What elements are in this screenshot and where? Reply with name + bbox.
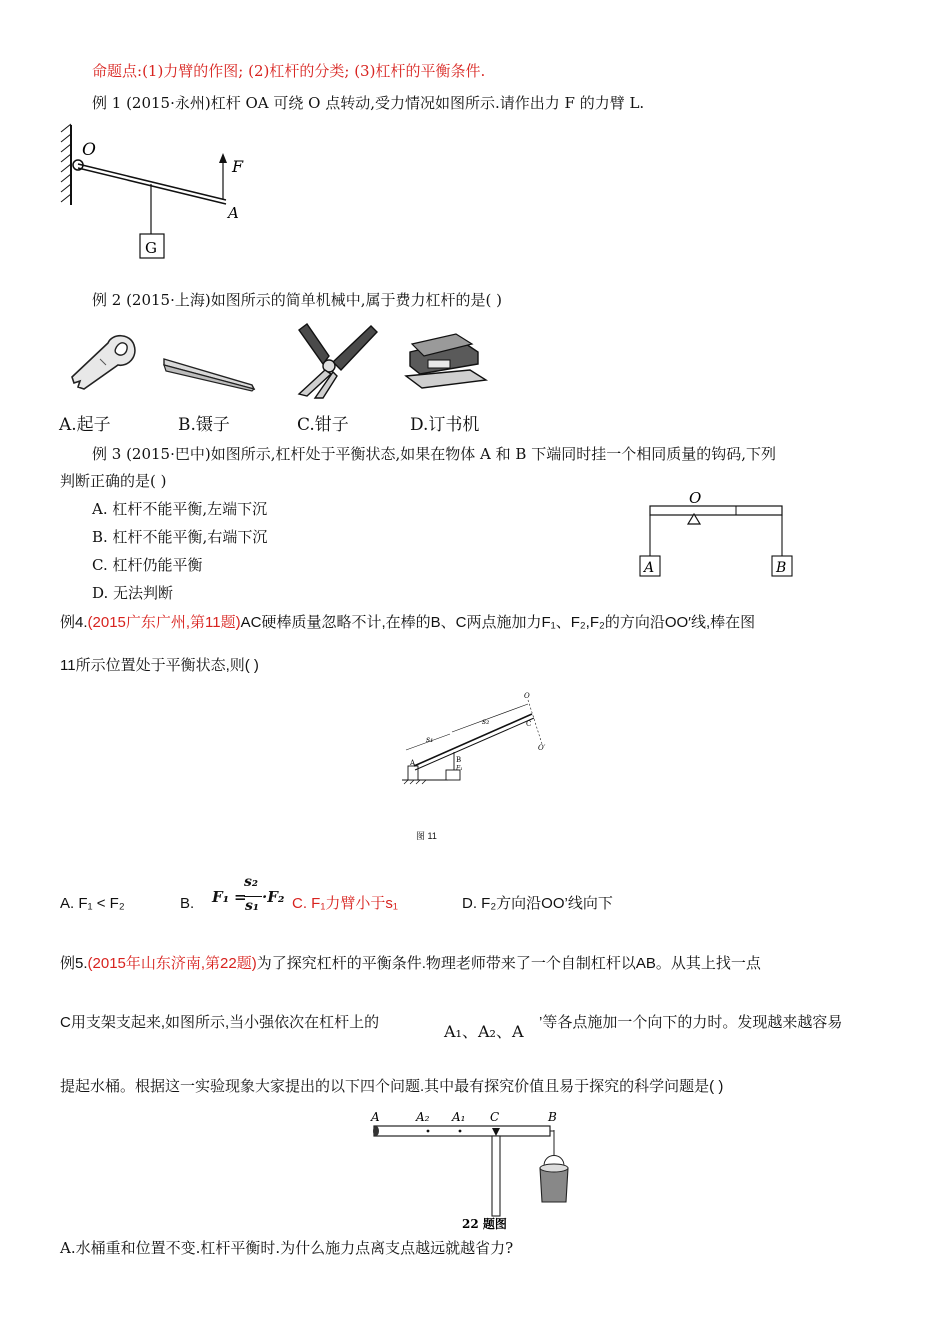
ex1-label-f: F: [232, 157, 244, 176]
ex5-lever-bucket-figure: [368, 1108, 588, 1233]
ex5-label-a: A: [371, 1110, 380, 1124]
formula-numerator: s₂: [244, 874, 259, 890]
formula-eq: =: [234, 888, 247, 906]
ex1-question: 例 1 (2015·永州)杠杆 OA 可绕 O 点转动,受力情况如图所示.请作出力 F 的力臂 L.: [92, 94, 645, 112]
ex4-label-a: A: [410, 759, 416, 767]
ex4-label-f1: F₁: [456, 765, 463, 772]
bottle-opener-image: [60, 325, 140, 395]
formula-bar: [244, 896, 262, 897]
formula-rhs: ·F₂: [262, 888, 285, 906]
ex5-label-c: C: [490, 1110, 500, 1124]
ex5-text2a: C用支架支起来,如图所示,当小强依次在杠杆上的: [60, 1014, 380, 1031]
ex3-option-a: A. 杠杆不能平衡,左端下沉: [92, 500, 268, 518]
ex3-balance-figure: [630, 486, 800, 582]
ex4-option-a: A. F₁ < F₂: [60, 895, 125, 912]
ex1-label-o: O: [82, 140, 96, 160]
ex2-option-b: B.镊子: [178, 415, 230, 435]
ex5-points: A₁、A₂、A: [444, 1022, 524, 1041]
ex4-option-d: D. F₂方向沿OO’线向下: [462, 895, 613, 912]
ex5-text2b: ’等各点施加一个向下的力时。发现越来越容易: [539, 1014, 843, 1031]
ex3-label-b: B: [776, 560, 787, 576]
ex4-label-o-prime: O′: [538, 744, 546, 752]
ex1-label-g: G: [145, 239, 157, 257]
ex4-question-line2: 11所示位置处于平衡状态,则( ): [60, 657, 259, 674]
formula-denominator: s₁: [245, 898, 260, 914]
ex5-question-line2: [60, 1012, 379, 1034]
topic-line: [92, 60, 485, 82]
pliers-image: [285, 320, 385, 400]
ex1-lever-figure: [58, 120, 268, 265]
ex5-prefix: 例5.: [60, 955, 88, 972]
ex1-label-a: A: [228, 204, 239, 222]
ex4-label-s2: s₂: [482, 717, 490, 726]
ex4-label-b: B: [456, 756, 462, 764]
ex4-figure-caption: 图 11: [416, 831, 437, 841]
ex3-option-c: C. 杠杆仍能平衡: [92, 556, 203, 574]
topic-points: (1)力臂的作图; (2)杠杆的分类; (3)杠杆的平衡条件.: [142, 62, 486, 80]
ex4-rod-figure: [398, 690, 548, 790]
ex4-option-b-prefix: B.: [180, 895, 195, 912]
formula-lhs: F₁: [212, 888, 230, 906]
ex4-label-s1: s₁: [426, 735, 434, 744]
ex3-label-a: A: [644, 560, 655, 576]
ex2-option-a: A.起子: [59, 415, 111, 435]
ex5-label-b: B: [548, 1110, 557, 1124]
ex2-option-d: D.订书机: [410, 415, 480, 435]
ex3-question-line1: 例 3 (2015·巴中)如图所示,杠杆处于平衡状态,如果在物体 A 和 B 下端同时挂一个相同质量的钩码,下列: [92, 445, 776, 463]
tweezers-image: [160, 345, 258, 395]
ex5-label-a2: A₂: [416, 1110, 430, 1124]
ex4-text1: AC硬棒质量忽略不计,在棒的B、C两点施加力F₁、F₂,F₂的方向沿OO′线,棒在图: [240, 614, 756, 631]
ex4-question-line1: [60, 612, 755, 634]
ex5-source: (2015年山东济南,第22题): [87, 955, 257, 972]
ex3-option-d: D. 无法判断: [92, 584, 174, 602]
ex2-option-c: C.钳子: [297, 415, 349, 435]
ex4-option-b-formula: [212, 874, 287, 924]
ex4-prefix: 例4.: [60, 614, 88, 631]
topic-label: 命题点:: [92, 62, 143, 80]
ex3-option-b: B. 杠杆不能平衡,右端下沉: [92, 528, 268, 546]
ex4-label-o: O: [524, 692, 530, 700]
ex5-text1: 为了探究杠杆的平衡条件.物理老师带来了一个自制杠杆以AB。从其上找一点: [256, 955, 761, 972]
ex4-option-c: C. F₁力臂小于s₁: [292, 895, 398, 912]
stapler-image: [400, 330, 490, 395]
ex5-option-a: A.水桶重和位置不变.杠杆平衡时.为什么施力点离支点越远就越省力?: [60, 1239, 514, 1257]
ex5-question-line1: [60, 953, 761, 975]
ex5-label-a1: A₁: [452, 1110, 466, 1124]
ex3-label-o: O: [689, 489, 702, 507]
ex4-label-c: C: [526, 720, 532, 728]
ex5-question-line3: 提起水桶。根据这一实验现象大家提出的以下四个问题.其中最有探究价值且易于探究的科学问题是( ): [60, 1078, 724, 1095]
ex2-question: 例 2 (2015·上海)如图所示的简单机械中,属于费力杠杆的是( ): [92, 291, 502, 309]
ex4-source: (2015广东广州,第11题): [87, 614, 241, 631]
ex3-question-line2: 判断正确的是( ): [60, 472, 167, 490]
ex5-figure-caption: 22 题图: [462, 1217, 507, 1231]
